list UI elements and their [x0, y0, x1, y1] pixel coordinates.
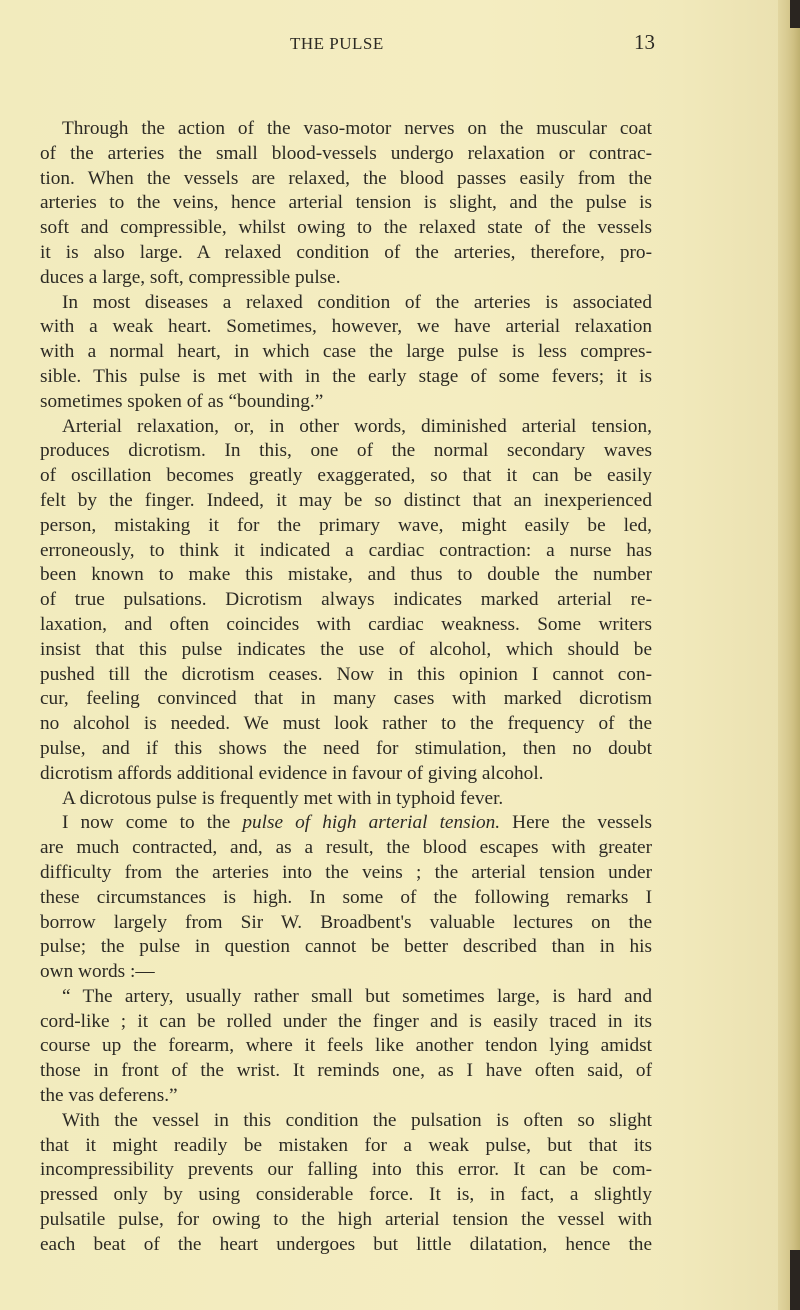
- text-segment: the vas deferens.”: [40, 1085, 178, 1107]
- text-segment: insist that this pulse indicates the use of alcohol, which should be: [40, 638, 652, 660]
- text-segment: Arterial relaxation, or, in other words, diminished arterial tension,: [62, 415, 652, 437]
- text-line: [40, 1134, 652, 1159]
- text-segment: that it might readily be mistaken for a weak pulse, but that its: [40, 1134, 652, 1156]
- text-segment: A dicrotous pulse is frequently met with in typhoid fever.: [62, 787, 504, 809]
- text-segment: soft and compressible, whilst owing to the relaxed state of the vessels: [40, 217, 652, 239]
- text-segment: no alcohol is needed. We must look rather to the frequency of the: [40, 713, 652, 735]
- text-line: [40, 861, 652, 886]
- text-line: [40, 935, 652, 960]
- text-line: [40, 216, 652, 241]
- text-segment: difficulty from the arteries into the veins ; the arterial tension under: [40, 861, 652, 883]
- text-segment: Through the action of the vaso-motor nerves on the muscular coat: [62, 118, 652, 139]
- text-line: [40, 117, 652, 142]
- text-line: [40, 415, 652, 440]
- text-line: [40, 663, 652, 688]
- text-line: [40, 365, 652, 390]
- running-title: THE PULSE: [290, 34, 384, 53]
- text-line: [40, 985, 652, 1010]
- text-segment: With the vessel in this condition the pulsation is often so slight: [62, 1109, 652, 1131]
- text-segment: with a normal heart, in which case the large pulse is less compres-: [40, 341, 652, 363]
- text-line: [40, 638, 652, 663]
- text-line: [40, 1109, 652, 1134]
- text-segment: duces a large, soft, compressible pulse.: [40, 266, 341, 288]
- text-segment: course up the forearm, where it feels like another tendon lying amidst: [40, 1035, 652, 1057]
- text-segment: those in front of the wrist. It reminds one, as I have often said, of: [40, 1060, 652, 1082]
- text-segment: own words :—: [40, 961, 155, 983]
- text-segment: In most diseases a relaxed condition of the arteries is associated: [62, 291, 652, 313]
- text-segment: I now come to the: [62, 812, 243, 834]
- text-segment: arteries to the veins, hence arterial tension is slight, and the pulse is: [40, 192, 652, 214]
- text-line: [40, 266, 652, 291]
- text-line: [40, 539, 652, 564]
- page-number: 13: [634, 30, 655, 54]
- text-line: [40, 514, 652, 539]
- text-segment: pulsatile pulse, for owing to the high arterial tension the vessel with: [40, 1209, 652, 1231]
- text-line: [40, 613, 652, 638]
- text-segment: “ The artery, usually rather small but sometimes large, is hard and: [62, 985, 652, 1007]
- text-segment: pulse; the pulse in question cannot be better described than in his: [40, 936, 652, 958]
- text-line: [40, 712, 652, 737]
- text-line: [40, 1010, 652, 1035]
- text-line: [40, 787, 652, 812]
- text-line: [40, 1034, 652, 1059]
- text-line: [40, 1208, 652, 1233]
- text-segment: Here the vessels: [500, 812, 652, 834]
- text-segment: cur, feeling convinced that in many cases with marked dicrotism: [40, 688, 652, 710]
- text-line: [40, 464, 652, 489]
- text-line: [40, 142, 652, 167]
- text-segment: are much contracted, and, as a result, the blood escapes with greater: [40, 837, 652, 859]
- text-line: [40, 886, 652, 911]
- text-segment: each beat of the heart undergoes but little dilatation, hence the: [40, 1233, 652, 1255]
- text-segment: incompressibility prevents our falling into this error. It can be com-: [40, 1159, 652, 1181]
- text-line: [40, 489, 652, 514]
- text-line: [40, 340, 652, 365]
- text-line: [40, 291, 652, 316]
- text-line: [40, 439, 652, 464]
- text-segment: pushed till the dicrotism ceases. Now in this opinion I cannot con-: [40, 663, 652, 685]
- book-page-edges: [778, 0, 800, 1310]
- text-segment: erroneously, to think it indicated a cardiac contraction: a nurse has: [40, 539, 652, 561]
- text-segment: felt by the finger. Indeed, it may be so distinct that an inexperienced: [40, 489, 652, 511]
- text-line: [40, 588, 652, 613]
- text-segment: person, mistaking it for the primary wave, might easily be led,: [40, 514, 652, 536]
- text-segment: sometimes spoken of as “bounding.”: [40, 390, 324, 412]
- text-segment: tion. When the vessels are relaxed, the blood passes easily from the: [40, 167, 652, 189]
- text-line: [40, 1158, 652, 1183]
- text-line: [40, 960, 652, 985]
- text-segment: of true pulsations. Dicrotism always indicates marked arterial re-: [40, 589, 652, 611]
- text-segment: sible. This pulse is met with in the early stage of some fevers; it is: [40, 365, 652, 387]
- body-text: [40, 117, 652, 1258]
- text-line: [40, 241, 652, 266]
- text-segment: produces dicrotism. In this, one of the normal secondary waves: [40, 440, 652, 462]
- text-line: [40, 315, 652, 340]
- text-line: [40, 1183, 652, 1208]
- text-line: [40, 1059, 652, 1084]
- text-line: [40, 911, 652, 936]
- text-line: [40, 811, 652, 836]
- text-segment: borrow largely from Sir W. Broadbent's valuable lectures on the: [40, 911, 652, 933]
- text-line: [40, 836, 652, 861]
- text-line: [40, 390, 652, 415]
- text-line: [40, 563, 652, 588]
- text-line: [40, 191, 652, 216]
- text-segment: cord-like ; it can be rolled under the finger and is easily traced in its: [40, 1010, 652, 1032]
- text-line: [40, 1084, 652, 1109]
- text-segment: these circumstances is high. In some of the following remarks I: [40, 886, 652, 908]
- text-line: [40, 762, 652, 787]
- text-segment: pressed only by using considerable force. It is, in fact, a slightly: [40, 1184, 652, 1206]
- text-segment: with a weak heart. Sometimes, however, we have arterial relaxation: [40, 316, 652, 338]
- text-segment: of oscillation becomes greatly exaggerated, so that it can be easily: [40, 465, 652, 487]
- text-segment: laxation, and often coincides with cardiac weakness. Some writers: [40, 613, 652, 635]
- text-line: [40, 167, 652, 192]
- text-segment: dicrotism affords additional evidence in favour of giving alcohol.: [40, 762, 544, 784]
- text-segment: it is also large. A relaxed condition of the arteries, therefore, pro-: [40, 241, 652, 263]
- text-segment: pulse, and if this shows the need for stimulation, then no doubt: [40, 737, 652, 759]
- book-cover-edge: [790, 1250, 800, 1310]
- text-line: [40, 737, 652, 762]
- book-cover-edge: [790, 0, 800, 28]
- text-segment: been known to make this mistake, and thus to double the number: [40, 564, 652, 586]
- text-line: [40, 1233, 652, 1258]
- italic-phrase: pulse of high arterial tension.: [242, 812, 501, 834]
- text-segment: of the arteries the small blood-vessels undergo relaxation or contrac-: [40, 142, 652, 164]
- text-line: [40, 687, 652, 712]
